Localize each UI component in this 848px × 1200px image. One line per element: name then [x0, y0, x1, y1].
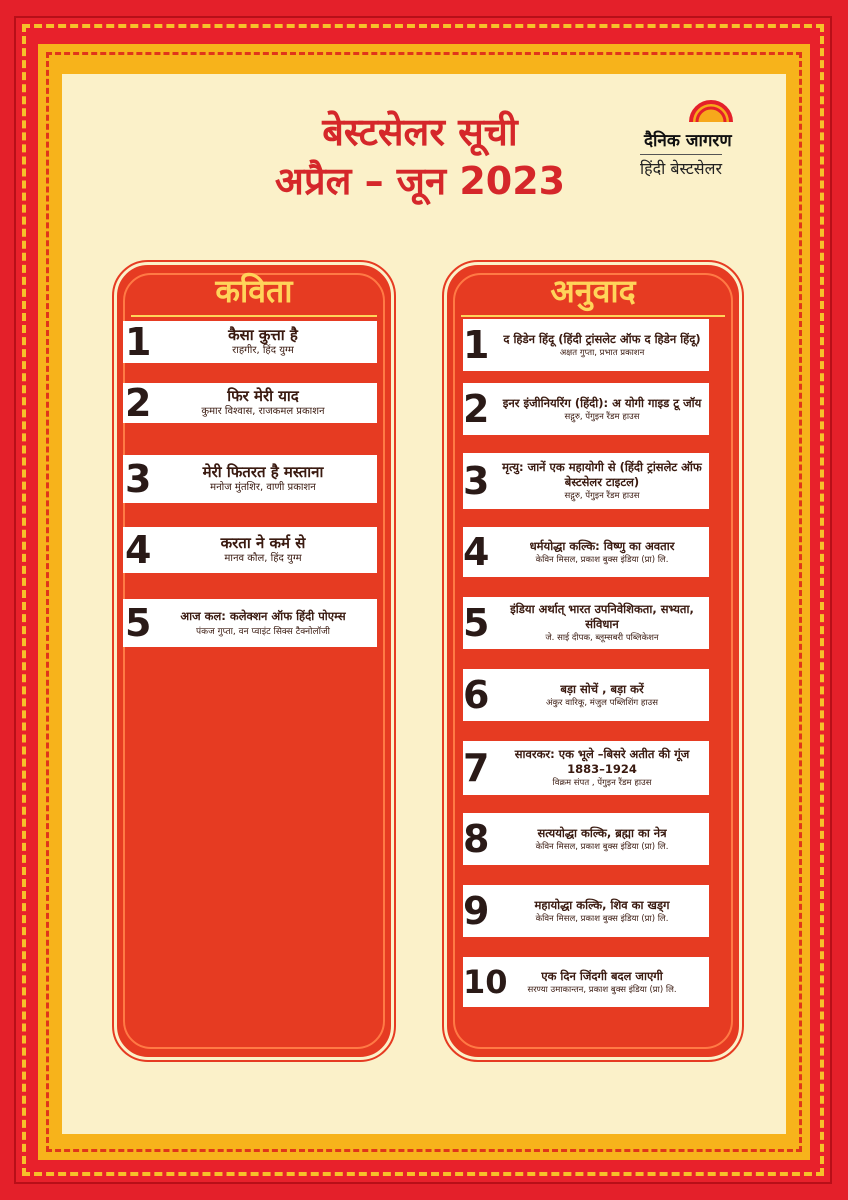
- book-author: राहगीर, हिंद युग्म: [232, 345, 294, 356]
- book-title: महायोद्धा कल्कि, शिव का खड्ग: [534, 897, 670, 912]
- title-line-1: बेस्टसेलर सूची: [322, 110, 518, 154]
- book-author: केविन मिसल, प्रकाश बुक्स इंडिया (प्रा) लि.: [535, 841, 669, 852]
- book-title: आज कल: कलेक्शन ऑफ हिंदी पोएम्स: [180, 609, 346, 623]
- rank-number: 5: [125, 601, 152, 645]
- book-title: इनर इंजीनियरिंग (हिंदी): अ योगी गाइड टू जॉय: [502, 395, 702, 410]
- book-author: केविन मिसल, प्रकाश बुक्स इंडिया (प्रा) लि.: [535, 554, 669, 565]
- rank-number: 1: [463, 323, 490, 367]
- list-item: [463, 741, 709, 795]
- book-title: करता ने कर्म से: [220, 534, 306, 552]
- list-item: [463, 885, 709, 937]
- list-item: [463, 453, 709, 509]
- heading-divider: [131, 315, 377, 317]
- list-item: [123, 383, 377, 423]
- book-author: मानव कौल, हिंद युग्म: [224, 553, 302, 564]
- book-title: इंडिया अर्थात् भारत उपनिवेशिकता, सभ्यता, संविधान: [510, 602, 694, 631]
- book-title: एक दिन जिंदगी बदल जाएगी: [541, 968, 663, 983]
- book-title: सत्ययोद्धा कल्कि, ब्रह्मा का नेत्र: [537, 825, 667, 840]
- book-title: कैसा कुत्ता है: [228, 326, 298, 344]
- book-title: फिर मेरी याद: [227, 387, 299, 405]
- list-item: [463, 597, 709, 649]
- list-item: [123, 321, 377, 363]
- rank-number: 2: [463, 387, 490, 431]
- heading-divider: [461, 315, 725, 317]
- page-title: [210, 108, 630, 206]
- rank-number: 4: [125, 528, 152, 572]
- kavita-heading: कविता: [215, 272, 293, 310]
- book-author: पंकज गुप्ता, वन प्वाइंट सिक्स टैक्नोलॉजी: [196, 627, 330, 637]
- book-author: सरण्या उमाकान्तन, प्रकाश बुक्स इंडिया (प्रा) लि.: [527, 984, 677, 995]
- rank-number: 3: [463, 459, 490, 503]
- list-item: [463, 669, 709, 721]
- logo-brand: दैनिक जागरण: [644, 131, 732, 151]
- book-author: अक्षत गुप्ता, प्रभात प्रकाशन: [559, 347, 645, 358]
- book-title: द हिडेन हिंदू (हिंदी ट्रांसलेट ऑफ द हिडेन हिंदू): [503, 331, 701, 346]
- rank-number: 4: [463, 530, 490, 574]
- rank-number: 2: [125, 381, 152, 425]
- list-item: [123, 455, 377, 503]
- rank-number: 6: [463, 673, 490, 717]
- rank-number: 10: [463, 963, 508, 1001]
- rank-number: 5: [463, 601, 490, 645]
- rank-number: 3: [125, 457, 152, 501]
- list-item: [463, 383, 709, 435]
- list-item: [463, 319, 709, 371]
- book-title: बड़ा सोचें , बड़ा करें: [560, 681, 644, 696]
- rank-number: 7: [463, 746, 490, 790]
- book-title: मृत्यु: जानें एक महायोगी से (हिंदी ट्रांसलेट ऑफ बेस्टसेलर टाइटल): [502, 460, 702, 489]
- rank-number: 9: [463, 889, 490, 933]
- logo-subtitle: हिंदी बेस्टसेलर: [640, 154, 722, 179]
- book-author: विक्रम संपत , पेंगुइन रैंडम हाउस: [552, 778, 652, 788]
- anuvad-panel: [444, 262, 742, 1060]
- rank-number: 8: [463, 817, 490, 861]
- book-author: सद्गुरु, पेंगुइन रैंडम हाउस: [564, 491, 640, 501]
- book-author: जे. साई दीपक, ब्लूम्सबरी पब्लिकेशन: [545, 633, 659, 643]
- book-author: अंकुर वारिकू, मंजुल पब्लिशिंग हाउस: [546, 697, 658, 708]
- list-item: [123, 527, 377, 573]
- list-item: [463, 527, 709, 577]
- book-author: कुमार विश्वास, राजकमल प्रकाशन: [201, 406, 325, 417]
- rank-number: 1: [125, 320, 152, 364]
- book-title: सावरकर: एक भूले –बिसरे अतीत की गूंज 1883–1924: [514, 747, 690, 776]
- book-title: मेरी फितरत है मस्ताना: [202, 463, 324, 481]
- book-author: मनोज मुंतशिर, वाणी प्रकाशन: [210, 482, 316, 493]
- list-item: [463, 957, 709, 1007]
- book-author: केविन मिसल, प्रकाश बुक्स इंडिया (प्रा) लि.: [535, 913, 669, 924]
- dainik-jagran-logo: [636, 92, 756, 192]
- anuvad-heading: अनुवाद: [550, 272, 636, 310]
- list-item: [123, 599, 377, 647]
- book-author: सद्गुरु, पेंगुइन रैंडम हाउस: [564, 411, 640, 422]
- kavita-panel: [114, 262, 394, 1060]
- list-item: [463, 813, 709, 865]
- title-line-2: अप्रैल – जून 2023: [274, 159, 566, 203]
- book-title: धर्मयोद्धा कल्कि: विष्णु का अवतार: [529, 538, 675, 553]
